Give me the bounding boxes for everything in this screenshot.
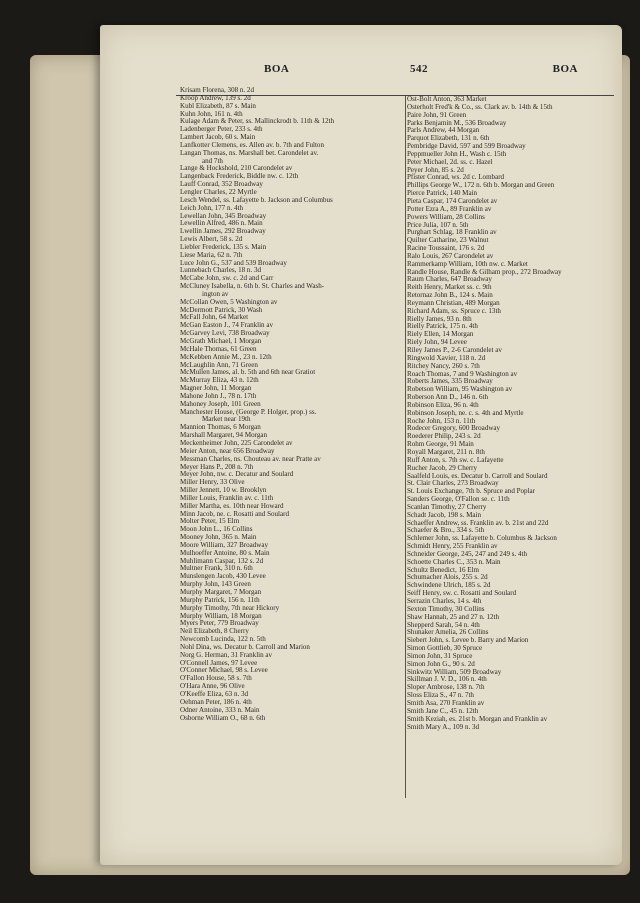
directory-entry: Potter Ezra A., 89 Franklin av [407, 204, 492, 213]
column-divider [405, 96, 406, 798]
directory-entry: Schumacher Alois, 255 s. 2d [407, 573, 488, 582]
directory-entry: Parquot Elizabeth, 131 n. 6th [407, 134, 490, 143]
directory-entry: Retornaz John B., 124 s. Main [407, 291, 493, 300]
directory-entry: Magner John, 11 Morgan [180, 384, 252, 393]
directory-entry: Moore William, 327 Broadway [180, 540, 269, 549]
directory-entry: Purghart Schlag, 18 Franklin av [407, 228, 497, 237]
directory-entry: Kroop Andrew, 139 s. 2d [180, 93, 251, 102]
directory-entry: Miller Jennett, 10 w. Brooklyn [180, 486, 267, 495]
directory-entry: Moon John L., 16 Collins [180, 525, 253, 534]
directory-entry: Ritchey Nancy, 260 s. 7th [407, 361, 480, 370]
directory-entry: Riley James P., 2-6 Carondelet av [407, 346, 502, 354]
directory-entry: McCollan Owen, 5 Washington av [180, 297, 278, 306]
directory-entry: Lambert Jacob, 60 s. Main [180, 133, 256, 142]
directory-entry: Messman Charles, ns. Chouteau av. near Pratte av [180, 454, 321, 463]
header-left-key: BOA [264, 63, 290, 75]
directory-entry: Siebert John, s. Levee b. Barry and Marion [407, 636, 529, 645]
directory-entry: Schaefer & Bro., 334 s. 5th [407, 526, 485, 535]
directory-entry: Kuhn John, 161 n. 4th [180, 109, 243, 118]
directory-entry: Smith Keziah, es. 21st b. Morgan and Franklin av [407, 714, 548, 723]
directory-entry: Simon Gottlieb, 30 Spruce [407, 644, 483, 653]
directory-entry: Robinson Eliza, 96 n. 4th [407, 400, 479, 409]
directory-entry: Rielly James, 93 n. 8th [407, 314, 472, 323]
directory-entry: McFall John, 64 Market [180, 313, 249, 322]
directory-entry: Mannion Thomas, 6 Morgan [180, 423, 261, 432]
directory-entry: Scanlan Timothy, 27 Cherry [407, 502, 487, 511]
directory-entry: Rielly Patrick, 175 n. 4th [407, 322, 478, 331]
directory-entry: Liese Maria, 62 n. 7th [180, 250, 243, 259]
directory-entry: McCluney Isabella, n. 6th b. St. Charles and Wash- [180, 282, 325, 291]
directory-entry: Pierce Patrick, 140 Main [407, 189, 478, 198]
directory-entry: Phillips George W., 172 n. 6th b. Morgan and Green [407, 181, 555, 190]
directory-entry: Powers William, 28 Collins [407, 212, 485, 221]
directory-entry: Lewellin Alfred, 486 n. Main [180, 219, 263, 228]
directory-entry: St. Louis Exchange, 7th b. Spruce and Poplar [407, 487, 535, 496]
header-right-key: BOA [552, 63, 578, 75]
directory-entry: Mahone John J., 78 n. 17th [180, 391, 257, 400]
directory-entry: Rucher Jacob, 29 Cherry [407, 463, 478, 472]
directory-entry: Munslengen Jacob, 430 Levee [180, 572, 266, 581]
directory-entry: Norg G. Herman, 31 Franklin av [180, 650, 273, 659]
directory-entry: Schaeffer Andrew, ss. Franklin av. b. 21st and 22d [407, 518, 549, 527]
directory-entry: Richard Adam, ss. Spruce c. 13th [407, 306, 501, 315]
directory-entry: Oehman Peter, 186 n. 4th [180, 697, 252, 706]
directory-entry: Schwindene Ulrich, 185 s. 2d [407, 581, 491, 590]
directory-entry: Rammerkamp William, 10th nw. c. Market [407, 259, 528, 268]
directory-entry: Racine Toussaint, 176 s. 2d [407, 244, 485, 253]
directory-entry: Meyer Hans P., 208 n. 7th [180, 462, 254, 471]
directory-entry: Meyer John, nw. c. Decatur and Soulard [180, 470, 294, 479]
directory-entry: McGarvey Levi, 738 Broadway [180, 329, 270, 338]
directory-entry: O'Hara Anne, 96 Olive [180, 682, 245, 691]
page-number: 542 [410, 63, 428, 75]
directory-entry: Ralo Louis, 267 Carondelet av [407, 251, 494, 260]
directory-entry: Reith Henry, Market ss. c. 9th [407, 283, 492, 292]
directory-entry: Osborne William O., 68 n. 6th [180, 713, 266, 722]
directory-entry: Skillman J. V. D., 106 n. 4th [407, 675, 487, 684]
directory-entry: Murphy William, 18 Morgan [180, 611, 262, 620]
directory-entry: Shunaker Amelia, 26 Collins [407, 628, 489, 637]
directory-entry: Luce John G., 537 and 539 Broadway [180, 258, 287, 267]
directory-entry: Rohm George, 91 Main [407, 440, 474, 449]
directory-entry: Sexton Timothy, 30 Collins [407, 604, 485, 613]
directory-entry: McHale Thomas, 61 Green [180, 344, 257, 353]
directory-entry: Schneider George, 245, 247 and 249 s. 4th [407, 549, 528, 558]
directory-entry: Smith Mary A., 109 n. 3d [407, 722, 480, 731]
directory-entry: Multner Frank, 310 n. 6th [180, 564, 253, 573]
directory-entry: O'Fallon House, 58 s. 7th [180, 674, 252, 683]
directory-entry: Sloss Eliza S., 47 n. 7th [407, 691, 474, 700]
directory-entry: Nohl Dina, ws. Decatur b. Carroll and Marion [180, 642, 310, 651]
directory-entry: Murphy Margaret, 7 Morgan [180, 588, 262, 596]
directory-entry: Osterholt Fred'k & Co., ss. Clark av. b. 14th & 15th [407, 102, 553, 111]
directory-entry: Lwellin James, 292 Broadway [180, 227, 266, 236]
directory-entry: Odner Antoine, 333 n. Main [180, 705, 260, 714]
directory-entry: Lange & Hockshold, 210 Carondelet av [180, 164, 293, 173]
directory-entry: Ringwold Xavier, 118 n. 2d [407, 353, 486, 362]
directory-entry: Roach Thomas, 7 and 9 Washington av [407, 369, 518, 378]
directory-entry: McCabe John, sw. c. 2d and Carr [180, 274, 274, 283]
directory-entry: Peppmueller John H., Wash c. 15th [407, 149, 507, 158]
directory-entry: Pembridge David, 597 and 599 Broadway [407, 142, 526, 151]
directory-entry: Simon John G., 90 s. 2d [407, 659, 475, 668]
directory-entry: Muhlimann Caspar, 132 s. 2d [180, 556, 264, 565]
directory-entry: McGrath Michael, 1 Morgan [180, 337, 262, 345]
directory-entry: Meckenheimer John, 225 Carondelet av [180, 438, 293, 447]
directory-entry: Price Julia, 107 n. 5th [407, 220, 469, 229]
directory-entry: Kubl Elizabeth, 87 s. Main [180, 101, 256, 110]
directory-entry: Liebler Frederick, 135 s. Main [180, 242, 267, 251]
directory-entry: Lauff Conrad, 352 Broadway [180, 180, 263, 189]
directory-entry: McLaughlin Ann, 71 Green [180, 360, 258, 369]
directory-entry: Robetson William, 95 Washington av [407, 385, 513, 394]
left-column [180, 87, 402, 722]
directory-entry: Myers Peter, 779 Broadway [180, 619, 259, 628]
directory-entry: Parks Benjamin M., 536 Broadway [407, 118, 507, 127]
directory-entry: Schadt Jacob, 198 s. Main [407, 510, 481, 519]
directory-entry: Lesch Wendel, ss. Lafayette b. Jackson and Columbus [180, 195, 333, 204]
directory-entry: Mooney John, 365 n. Main [180, 533, 257, 542]
directory-entry: Lengler Charles, 22 Myrtle [180, 187, 257, 196]
directory-entry: Murphy Timothy, 7th near Hickory [180, 603, 280, 612]
directory-entry: Riely Ellen, 14 Morgan [407, 330, 474, 339]
directory-entry: Roederer Philip, 243 s. 2d [407, 432, 481, 441]
directory-entry: Langenback Frederick, Biddle nw. c. 12th [180, 172, 299, 181]
directory-entry: Murphy Patrick, 156 n. 11th [180, 595, 260, 604]
directory-entry: Reymann Christian, 489 Morgan [407, 298, 500, 307]
directory-entry: Peyer John, 85 s. 2d [407, 165, 464, 174]
directory-entry: Miller Martha, es. 10th near Howard [180, 501, 284, 510]
directory-entry: Miller Henry, 33 Olive [180, 478, 245, 487]
page-header [120, 63, 612, 81]
directory-entry: Neil Elizabeth, 8 Cherry [180, 627, 249, 636]
directory-entry: Shaw Hannah, 25 and 27 n. 12th [407, 612, 499, 621]
directory-entry: Roche John, 153 n. 11th [407, 416, 476, 425]
directory-entry: Seiff Henry, sw. c. Rosatti and Soulard [407, 589, 517, 598]
directory-entry: Sloper Ambrose, 138 n. 7th [407, 683, 485, 692]
directory-entry: O'Conner Michael, 98 s. Levee [180, 666, 268, 675]
directory-entry: Quilter Catharine, 23 Walnut [407, 236, 489, 245]
directory-entry: Smith Asa, 270 Franklin av [407, 698, 485, 707]
directory-entry: Saalfeld Louis, es. Decatur b. Carroll and Soulard [407, 471, 548, 480]
directory-entry: Ruff Anton, s. 7th sw. c. Lafayette [407, 455, 504, 464]
directory-entry: Molter Peter, 15 Elm [180, 517, 240, 526]
directory-entry: Lewis Albert, 58 s. 2d [180, 235, 243, 244]
directory-entry: Schultz Benedict, 16 Elm [407, 565, 480, 574]
directory-entry: Market near 19th [202, 415, 251, 424]
directory-entry: McMurray Eliza, 43 n. 12th [180, 376, 259, 385]
directory-entry: Peter Michael, 2d. ss. c. Hazel [407, 157, 493, 166]
directory-entry: Pfister Conrad, ws. 2d c. Lombard [407, 173, 505, 182]
directory-entry: Murphy John, 143 Green [180, 580, 251, 589]
directory-entry: Simon John, 31 Spruce [407, 651, 473, 660]
directory-entry: Manchester House, (George P. Holger, prop.) ss. [180, 407, 317, 416]
directory-entry: Robinson Joseph, ne. c. s. 4th and Myrtle [407, 408, 524, 417]
directory-entry: Schmidt Henry, 255 Franklin av [407, 542, 498, 551]
directory-entry: Pieta Caspar, 174 Carondelet av [407, 196, 498, 205]
right-column [407, 96, 619, 731]
directory-entry: Shepperd Sarah, 54 n. 4th [407, 620, 480, 629]
directory-entry: Kulage Adam & Peter, ss. Mallinckrodt b. 11th & 12th [180, 117, 335, 126]
directory-entry: Roberts James, 335 Broadway [407, 377, 493, 386]
directory-entry: Lunnebach Charles, 18 n. 3d [180, 266, 262, 275]
directory-entry: Sanders George, O'Fallon se. c. 11th [407, 495, 510, 504]
directory-entry: McMullen James, al. b. 5th and 6th near Gratiot [180, 368, 316, 377]
directory-entry: McGan Easton J., 74 Franklin av [180, 321, 273, 330]
directory-entry: Ost-Bolt Anton, 363 Market [407, 95, 487, 103]
directory-entry: Parls Andrew, 44 Morgan [407, 126, 480, 135]
directory-entry: McKebben Annie M., 23 n. 12th [180, 352, 272, 361]
directory-entry: Paire John, 91 Green [407, 110, 467, 119]
directory-entry: Serrazin Charles, 14 s. 4th [407, 597, 482, 605]
directory-entry: Krisam Florena, 308 n. 2d [180, 86, 254, 94]
directory-entry: Minn Jacob, ne. c. Rosatti and Soulard [180, 509, 290, 518]
directory-entry: Riely John, 94 Levee [407, 338, 467, 347]
directory-entry: Lanfkotter Clemens, es. Allen av. b. 7th and Fulton [180, 140, 324, 149]
directory-entry: Leich John, 177 n. 4th [180, 203, 244, 212]
directory-entry: Mulhoeffer Antoine, 80 s. Main [180, 548, 270, 557]
directory-entry: Schlemer John, ss. Lafayette b. Columbus & Jackson [407, 534, 557, 543]
directory-entry: O'Connell James, 97 Levee [180, 658, 258, 667]
directory-entry: Rodecer Gregory, 600 Broadway [407, 424, 501, 433]
directory-entry: St. Clair Charles, 273 Broadway [407, 479, 499, 488]
directory-entry: Royall Margaret, 211 n. 8th [407, 447, 485, 456]
directory-entry: Mahoney Joseph, 101 Green [180, 399, 261, 408]
directory-entry: Randle House, Randle & Gilham prop., 272 Broadway [407, 267, 562, 276]
directory-entry: ington av [202, 289, 229, 298]
directory-entry: and 7th [202, 156, 223, 165]
directory-entry: Raum Charles, 647 Broadway [407, 275, 492, 284]
directory-entry: Meier Anton, near 656 Broadway [180, 446, 275, 455]
directory-entry: Ladenberger Peter, 233 s. 4th [180, 125, 263, 134]
directory-entry: Marshall Margaret, 94 Morgan [180, 431, 268, 440]
directory-entry: Miller Louis, Franklin av. c. 11th [180, 493, 274, 502]
directory-entry: McDermott Patrick, 30 Wash [180, 305, 263, 314]
directory-entry: O'Keeffe Eliza, 63 n. 3d [180, 689, 249, 698]
directory-entry: Newcomb Lucinda, 122 n. 5th [180, 635, 266, 644]
directory-entry: Sinkwitz William, 509 Broadway [407, 667, 502, 676]
directory-entry: Langan Thomas, ns. Marshall bet. Carondelet av. [180, 148, 319, 157]
directory-entry: Smith Jane C., 45 n. 12th [407, 706, 479, 715]
directory-entry: Schoette Charles C., 353 n. Main [407, 557, 501, 566]
directory-entry: Roberson Ann D., 146 n. 6th [407, 393, 489, 402]
directory-entry: Lewellan John, 345 Broadway [180, 211, 267, 220]
